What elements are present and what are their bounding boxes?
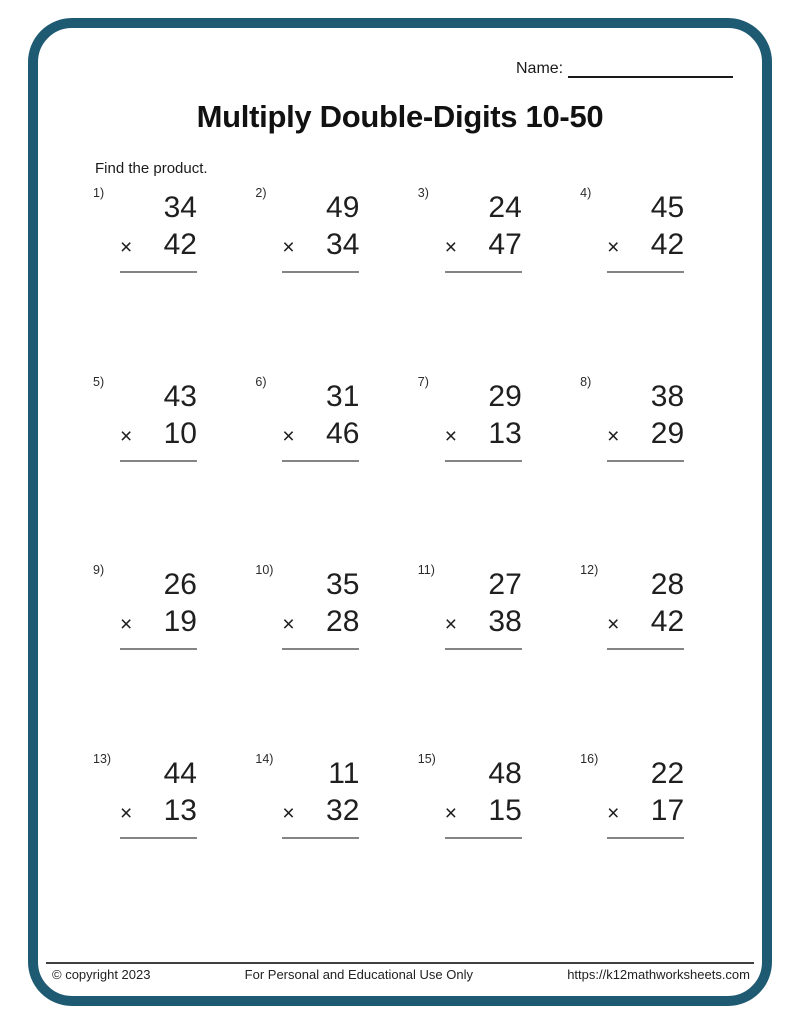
problem-number-label: 8) — [580, 374, 592, 389]
multiplication-problem — [120, 373, 197, 462]
multiplier: 13 — [163, 793, 197, 827]
problem-cell-3 — [418, 184, 580, 373]
multiplicand: 11 — [328, 756, 360, 790]
multiplier: 42 — [650, 605, 685, 638]
multiplicand: 34 — [163, 191, 197, 224]
multiplier: 47 — [488, 228, 522, 261]
problem-cell-10 — [255, 561, 417, 750]
problem-cell-4 — [580, 184, 742, 373]
answer-line — [607, 271, 684, 273]
answer-line — [282, 460, 359, 462]
name-row — [516, 58, 733, 78]
multiply-sign: × — [607, 613, 620, 636]
problem-number-label: 11) — [417, 563, 435, 577]
answer-line — [282, 648, 359, 650]
multiplicand: 45 — [650, 191, 685, 224]
name-label: Name: — [516, 60, 564, 77]
multiply-sign: × — [607, 236, 620, 259]
problem-cell-2 — [255, 184, 417, 373]
answer-line — [607, 648, 684, 650]
problem-cell-1 — [93, 184, 255, 373]
multiplier: 32 — [326, 793, 360, 827]
multiplicand: 49 — [326, 191, 360, 224]
multiply-sign: × — [120, 613, 133, 636]
multiply-sign: × — [282, 424, 295, 448]
problem-number-label: 1) — [93, 186, 105, 200]
problem-number-label: 10) — [255, 563, 274, 577]
multiplication-problem — [282, 750, 359, 839]
problem-number-label: 7) — [417, 374, 429, 389]
answer-line — [445, 460, 522, 462]
multiply-sign: × — [444, 613, 458, 636]
multiplicand: 35 — [326, 568, 360, 601]
problem-number-label: 12) — [580, 563, 599, 577]
answer-line — [120, 837, 197, 839]
multiplicand: 48 — [488, 756, 522, 790]
answer-line — [120, 460, 197, 462]
problem-cell-9 — [93, 561, 255, 750]
multiplier: 46 — [326, 416, 360, 450]
problem-number-label: 4) — [580, 186, 592, 200]
multiply-sign: × — [282, 236, 295, 259]
multiplicand: 43 — [163, 379, 197, 413]
multiplication-problem — [445, 373, 522, 462]
multiplier: 10 — [163, 416, 197, 450]
multiplier: 34 — [326, 228, 360, 261]
multiplication-problem — [607, 750, 684, 839]
problem-number-label: 13) — [93, 751, 112, 766]
answer-line — [445, 837, 522, 839]
problem-number-label: 2) — [255, 186, 267, 200]
problem-number-label: 16) — [580, 751, 599, 766]
problem-number-label: 6) — [255, 374, 267, 389]
multiplication-problem — [282, 373, 359, 462]
multiplication-problem — [607, 373, 684, 462]
answer-line — [607, 837, 684, 839]
multiplication-problem — [282, 184, 359, 273]
multiplier: 42 — [163, 228, 197, 261]
copyright-text: © copyright 2023 — [52, 967, 151, 982]
multiplicand: 24 — [488, 191, 522, 224]
multiply-sign: × — [282, 801, 295, 825]
answer-line — [445, 271, 522, 273]
multiplication-problem — [120, 561, 197, 650]
multiplicand: 26 — [163, 568, 197, 601]
page-title: Multiply Double-Digits 10-50 — [196, 99, 604, 134]
problem-cell-14 — [255, 750, 417, 939]
problem-number-label: 5) — [93, 374, 105, 389]
multiply-sign: × — [120, 236, 133, 259]
multiplication-problem — [120, 184, 197, 273]
answer-line — [282, 837, 359, 839]
problem-cell-8 — [580, 373, 742, 562]
multiplier: 42 — [650, 228, 685, 261]
multiplication-problem — [607, 561, 684, 650]
multiply-sign: × — [444, 801, 458, 825]
problem-cell-12 — [580, 561, 742, 750]
multiplication-problem — [282, 561, 359, 650]
multiplier: 19 — [163, 605, 197, 638]
multiplicand: 22 — [650, 756, 685, 790]
usage-text: For Personal and Educational Use Only — [244, 967, 474, 982]
problem-cell-6 — [255, 373, 417, 562]
problem-cell-16 — [580, 750, 742, 939]
answer-line — [607, 460, 684, 462]
multiplicand: 38 — [650, 379, 685, 413]
problem-cell-7 — [418, 373, 580, 562]
problem-number-label: 15) — [417, 751, 436, 766]
multiplier: 29 — [650, 416, 685, 450]
problem-cell-5 — [93, 373, 255, 562]
multiply-sign: × — [282, 613, 295, 636]
multiply-sign: × — [607, 424, 620, 448]
multiplicand: 28 — [650, 568, 685, 601]
multiplicand: 31 — [326, 379, 360, 413]
answer-line — [445, 648, 522, 650]
answer-line — [120, 271, 197, 273]
problems-grid — [93, 184, 743, 938]
answer-line — [282, 271, 359, 273]
multiply-sign: × — [607, 801, 620, 825]
problem-number-label: 3) — [417, 186, 429, 200]
multiplicand: 44 — [163, 756, 197, 790]
multiplication-problem — [445, 561, 522, 650]
multiplication-problem — [445, 184, 522, 273]
instruction-text: Find the product. — [95, 160, 208, 177]
problem-number-label: 14) — [255, 751, 274, 766]
multiply-sign: × — [444, 424, 458, 448]
multiplicand: 29 — [488, 379, 522, 413]
problem-cell-11 — [418, 561, 580, 750]
multiplier: 17 — [650, 793, 685, 827]
multiplier: 13 — [488, 416, 522, 450]
footer — [46, 962, 754, 982]
multiply-sign: × — [444, 236, 458, 259]
multiply-sign: × — [120, 424, 133, 448]
problem-cell-15 — [418, 750, 580, 939]
problem-cell-13 — [93, 750, 255, 939]
problem-number-label: 9) — [93, 563, 105, 577]
multiplier: 38 — [488, 605, 522, 638]
multiplication-problem — [607, 184, 684, 273]
multiplier: 28 — [326, 605, 360, 638]
multiplication-problem — [445, 750, 522, 839]
multiplicand: 27 — [488, 568, 522, 601]
multiply-sign: × — [120, 801, 133, 825]
website-url: https://k12mathworksheets.com — [567, 967, 750, 982]
multiplication-problem — [120, 750, 197, 839]
multiplier: 15 — [488, 793, 522, 827]
answer-line — [120, 648, 197, 650]
name-blank-line — [568, 58, 733, 78]
